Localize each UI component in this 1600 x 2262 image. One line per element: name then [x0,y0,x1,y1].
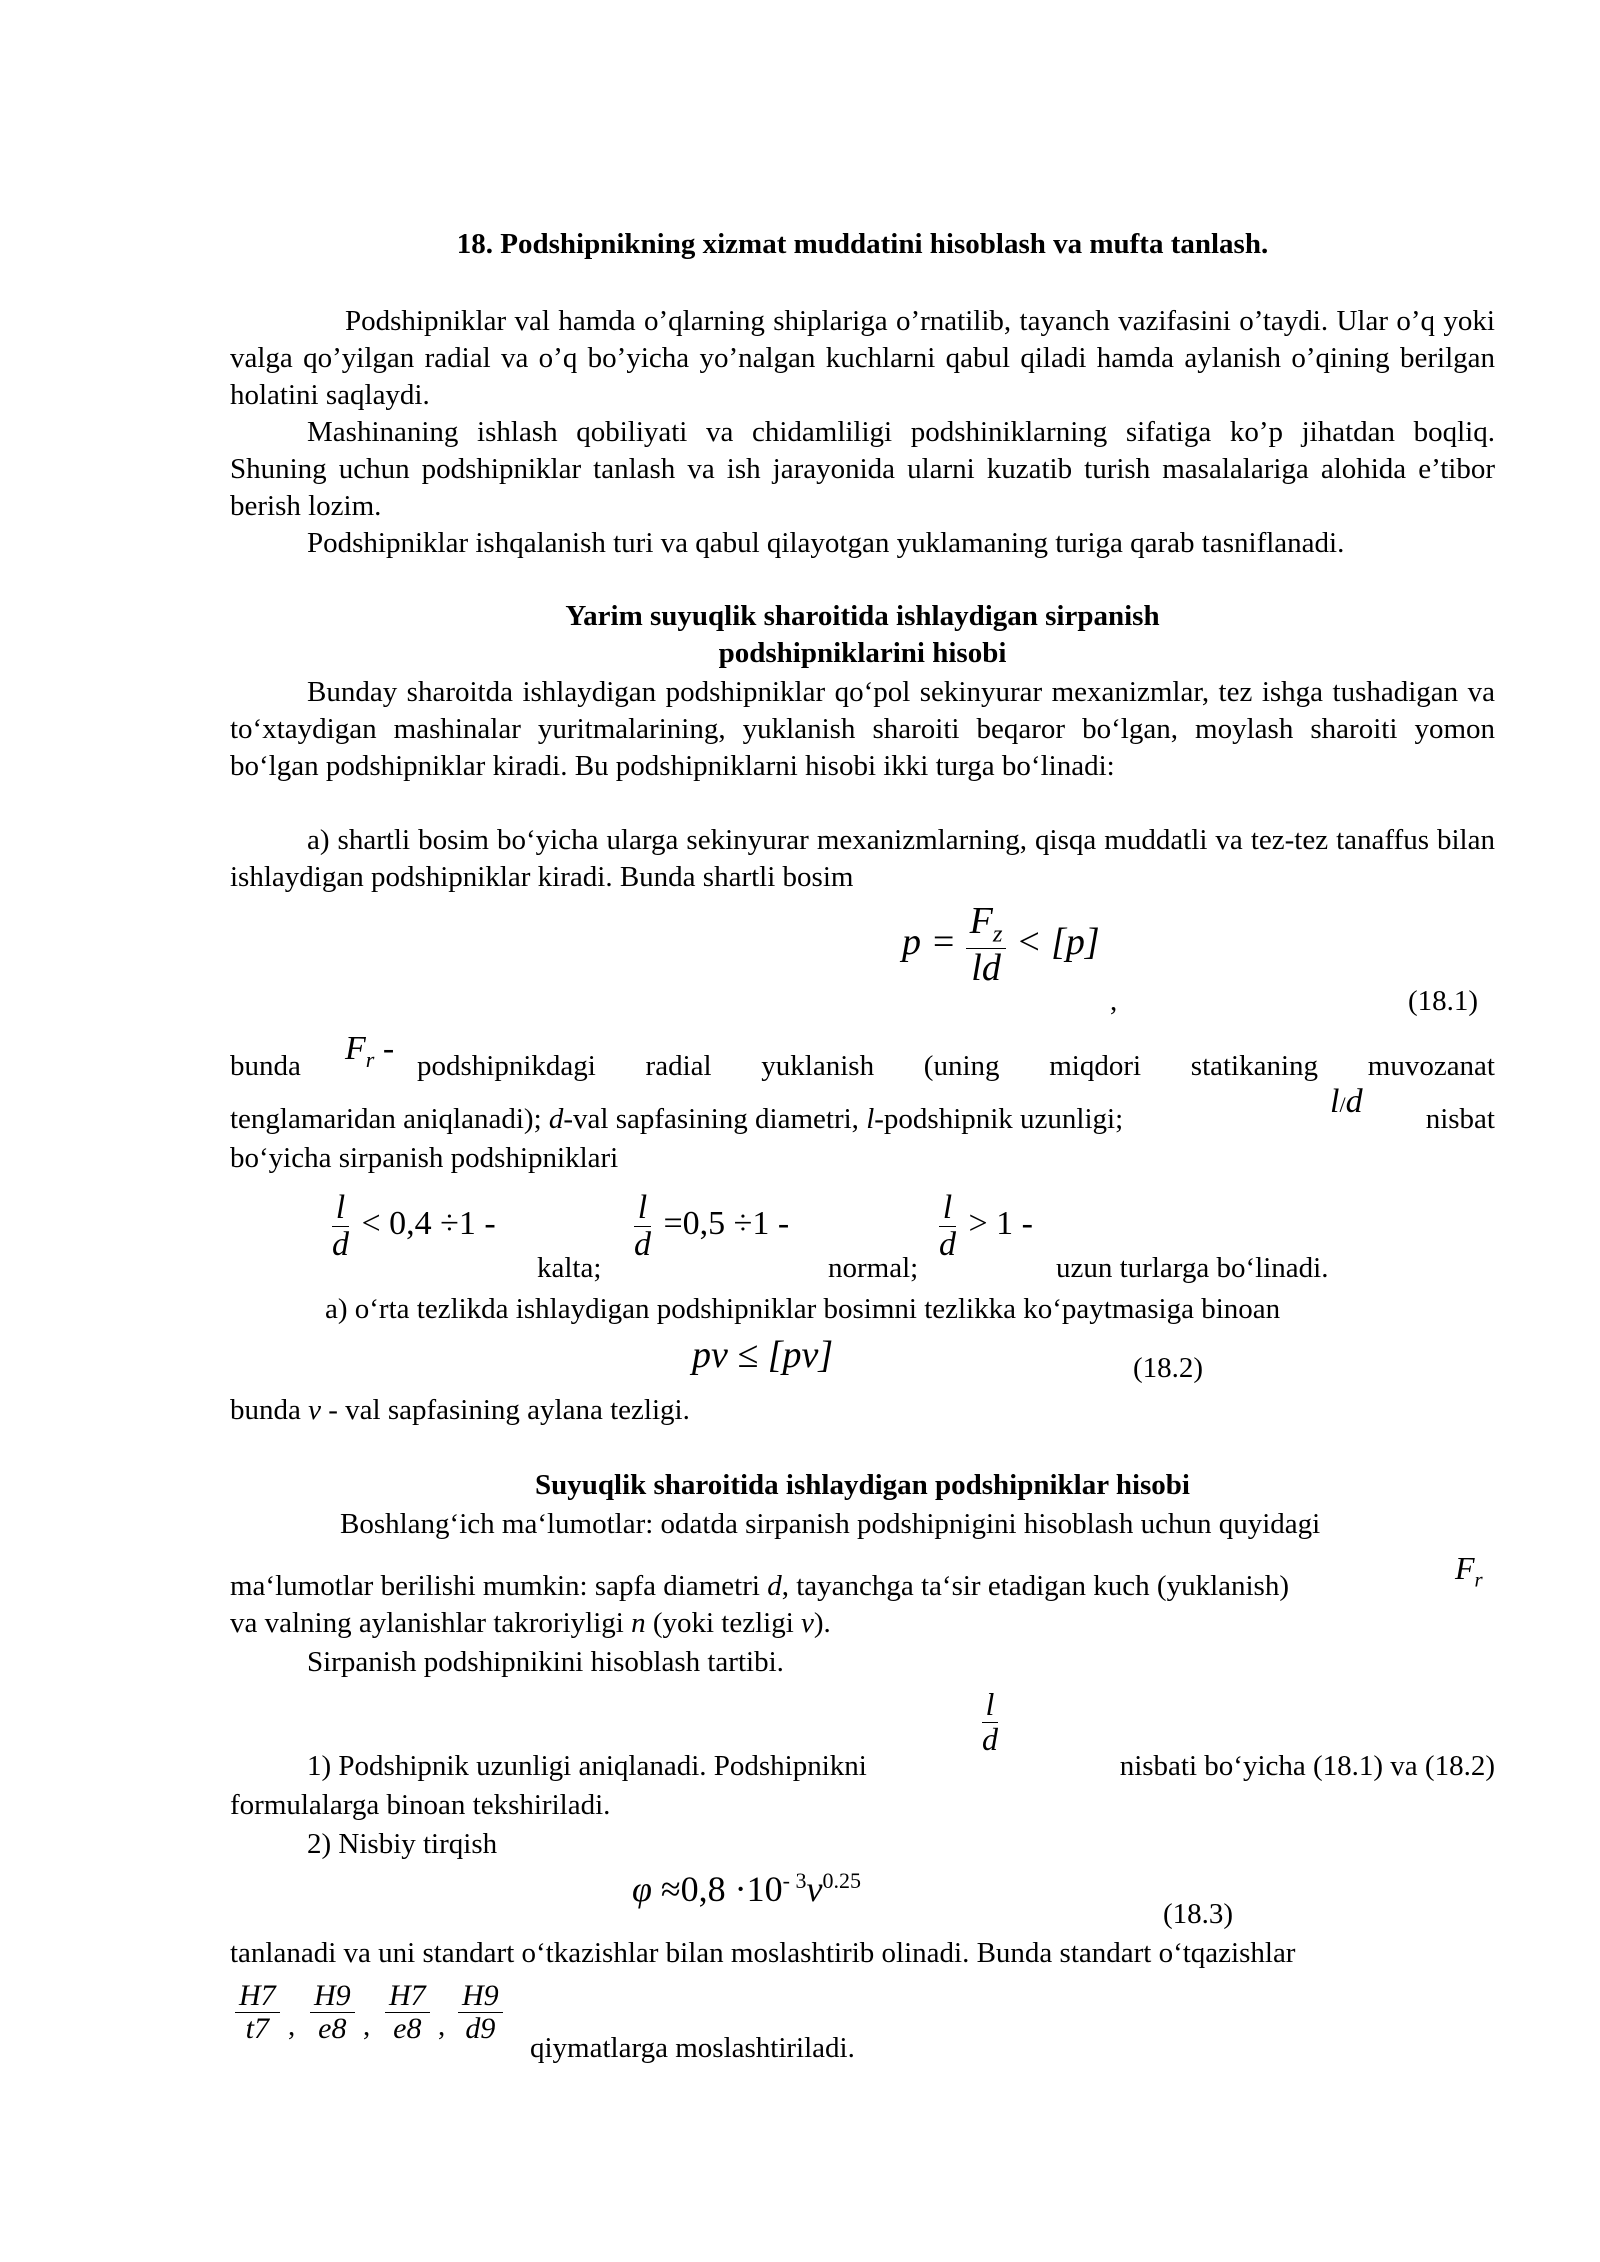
fit1-den: t7 [245,2011,269,2045]
s2p1-text-e: ). [813,1607,831,1639]
step-1 [230,1688,1495,1788]
section2-paragraph-1-line2 [230,1550,1495,1600]
fit2-den: e8 [318,2011,347,2045]
bunda-text: podshipnikdagi radial yuklanish (uning miqdori statikaning muvozanat [417,1050,1495,1082]
definition-line [230,1083,1495,1133]
section2-paragraph-3: tanlanadi va uni standart o‘tkazishlar bilan moslashtirib olinadi. Bunda standart o‘tqazishlar [230,1937,1296,1969]
s2p1-text-d: (yoki tezligi [652,1607,794,1639]
eq1-number: (18.1) [1408,985,1479,1017]
def-l: l [866,1103,875,1135]
page-title: 18. Podshipnikning xizmat muddatini hisoblash va mufta tanlash. [456,228,1269,260]
fit-2 [310,1980,355,2044]
step1-text-b: nisbati bo‘yicha (18.1) va (18.2) [1119,1750,1495,1782]
fit2-num: H9 [310,1980,355,2013]
ratio-slash: / [1339,1092,1346,1117]
step1-num: l [982,1688,999,1723]
eq1-denominator: ld [971,946,1001,989]
intro-paragraph-2: Mashinaning ishlash qobiliyati va chidamliligi podshiniklarning sifatiga ko’p jihatdan boqliq. Shuning uchun podshipniklar tanlash va ish jarayonida ularni kuzatib turish masalalariga alohida e’tibor berish lozim. [230,416,1495,522]
fr-sub: r [365,1046,375,1072]
s2p1-text-a: ma‘lumotlar berilishi mumkin: sapfa diametri [230,1570,760,1602]
class3-num: l [939,1190,956,1227]
class2-num: l [634,1190,651,1227]
ratio-l: l [1330,1083,1340,1120]
fit-3 [385,1980,430,2044]
class3-label: uzun turlarga bo‘linadi. [1056,1252,1329,1284]
intro-paragraph-3: Podshipniklar ishqalanish turi va qabul qilayotgan yuklamaning turiga qarab tasniflanadi. [307,527,1345,559]
fit-separator-1: , [288,2010,296,2042]
intro-paragraph-1: Podshipniklar val hamda o’qlarning shiplariga o’rnatilib, tayanch vazifasini o’taydi. Ular o’q yoki valga qo’yilgan radial va o’q bo’yicha yo’nalgan kuchlarni qabul qiladi hamda aylanish o’qining berilgan holatini saqlaydi. [230,305,1495,411]
s2p1-text-b: , tayanchga ta‘sir etadigan kuch (yuklanish) [781,1570,1290,1602]
class3-den: d [939,1225,956,1263]
section2-paragraph-1-line1: Boshlang‘ich ma‘lumotlar: odatda sirpanish podshipnigini hisoblash uchun quyidagi [340,1508,1321,1540]
p4-v: v [308,1394,321,1426]
section1-paragraph-1: Bunday sharoitda ishlaydigan podshipniklar qo‘pol sekinyurar mexanizmlar, tez ishga tushadigan va to‘xtaydigan mashinalar yuritmalarining, yuklanish sharoiti beqaror bo‘lgan, moylash sharoiti yomon bo‘lgan podshipniklar kiradi. Bu podshipniklarni hisobi ikki turga bo‘linadi: [230,676,1495,782]
eq1-rhs: < [p] [1015,920,1100,963]
fit-1 [235,1980,280,2044]
equation-18-2: pv ≤ [pv] [692,1334,834,1376]
eq1-numerator-sub: z [992,920,1003,948]
equation-18-1 [902,902,1100,988]
s2p1-v: v [801,1607,814,1639]
eq3-exp: - 3 [782,1868,807,1893]
s2p1-fr [1455,1550,1483,1592]
def-text-c: -podshipnik uzunligi; [874,1103,1124,1135]
eq1-lhs: p = [902,920,957,963]
eq3-vexp: 0.25 [822,1868,861,1893]
fit4-den: d9 [465,2011,496,2045]
fit1-num: H7 [235,1980,280,2013]
fit4-num: H9 [458,1980,503,2013]
section2-paragraph-2: Sirpanish podshipnikini hisoblash tartibi. [307,1646,784,1678]
eq3-number: (18.3) [1163,1898,1234,1930]
step1-fraction [978,1688,1002,1756]
definition-line-text [230,1103,1123,1136]
fit3-num: H7 [385,1980,430,2013]
def-d: d [548,1103,564,1135]
s2p1-n: n [631,1607,646,1639]
fit-separator-2: , [363,2010,371,2042]
step-2: 2) Nisbiy tirqish [307,1828,498,1860]
fits-line [230,1980,1495,2070]
fr-symbol [345,1030,394,1073]
class1-num: l [332,1190,349,1227]
class2-relation: =0,5 ÷1 - [663,1204,790,1242]
step1-den: d [982,1720,998,1757]
def-text-b: -val sapfasining diametri, [563,1103,859,1135]
fit-separator-3: , [438,2010,446,2042]
class-normal [630,1190,789,1262]
section1-paragraph-3: a) o‘rta tezlikda ishlaydigan podshipniklar bosimni tezlikka ko‘paytmasiga binoan [325,1293,1281,1325]
definition-line-3: bo‘yicha sirpanish podshipniklari [230,1142,619,1174]
step1-line2: formulalarga binoan tekshiriladi. [230,1789,611,1821]
fits-text: qiymatlarga moslashtiriladi. [530,2032,855,2064]
eq1-comma: , [1110,985,1118,1017]
class-long [935,1190,1033,1262]
s2p1-fr-sub: r [1474,1568,1483,1592]
eq2-number: (18.2) [1133,1352,1204,1384]
eq3-v: v [806,1869,823,1909]
step1-text-a: 1) Podshipnik uzunligi aniqlanadi. Podshipnikni [307,1750,867,1782]
fit-4 [458,1980,503,2044]
section1-paragraph-4 [230,1394,690,1427]
s2p1-text-c: va valning aylanishlar takroriyligi [230,1607,624,1639]
bunda-word: bunda [230,1050,301,1082]
equation-18-3 [632,1868,861,1910]
section1-paragraph-2: a) shartli bosim bo‘yicha ularga sekinyurar mexanizmlarning, qisqa muddatli va tez-tez tanaffus bilan ishlaydigan podshipniklar kiradi. Bunda shartli bosim [230,824,1495,893]
class1-den: d [332,1225,349,1263]
fr-letter: F [345,1030,366,1067]
ratio-l-over-d [1330,1083,1363,1121]
ratio-d: d [1345,1083,1363,1120]
fr-dash: - [382,1030,395,1067]
def-text-end: nisbat [1425,1103,1495,1135]
section2-paragraph-1-line3 [230,1607,831,1640]
section2-heading: Suyuqlik sharoitida ishlaydigan podshipniklar hisobi [535,1469,1190,1501]
fit3-den: e8 [393,2011,422,2045]
eq1-numerator: F [969,900,993,942]
p4-text-a: bunda [230,1394,301,1426]
s2p1-d: d [767,1570,782,1602]
section1-heading-line2: podshipniklarini hisobi [718,637,1007,669]
eq3-phi: φ [632,1869,652,1909]
eq3-mid: ≈0,8 ·10 [660,1869,783,1909]
p4-text-b: - val sapfasining aylana tezligi. [328,1394,690,1426]
class3-relation: > 1 - [968,1204,1033,1242]
class1-label: kalta; [537,1252,602,1284]
s2p1-fr-letter: F [1455,1550,1475,1586]
class2-den: d [634,1225,651,1263]
eq1-fraction [966,902,1007,988]
class2-label: normal; [828,1252,919,1284]
def-text-a: tenglamaridan aniqlanadi); [230,1103,542,1135]
class1-relation: < 0,4 ÷1 - [361,1204,496,1242]
class-short [328,1190,496,1262]
section1-heading-line1: Yarim suyuqlik sharoitida ishlaydigan sirpanish [565,600,1160,632]
